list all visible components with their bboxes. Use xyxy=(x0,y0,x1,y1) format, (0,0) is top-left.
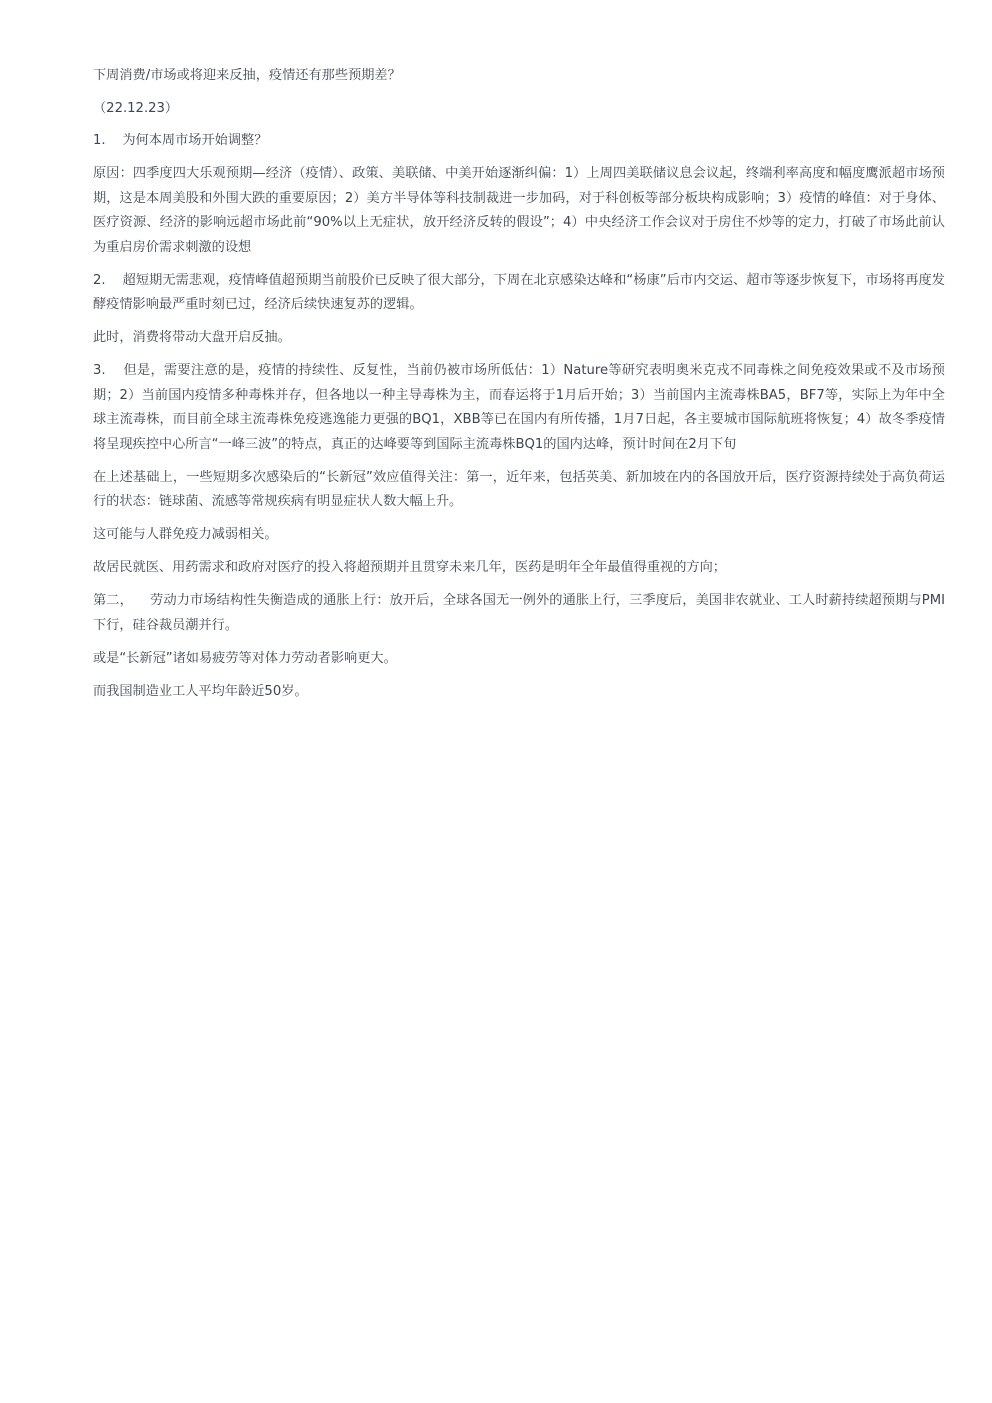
paragraph-5: 3. 但是，需要注意的是，疫情的持续性、反复性，当前仍被市场所低估：1）Nature等研究表明奥米克戎不同毒株之间免疫效果或不及市场预期；2）当前国内疫情多种毒株并存，但各地以一种主导毒株为主，而春运将于1月后开始；3）当前国内主流毒株BA5，BF7等，实际上为年中全球主流毒株，而目前全球主流毒株免疫逃逸能力更强的BQ1，XBB等已在国内有所传播，1月7日起，各主要城市国际航班将恢复；4）故冬季疫情将呈现疾控中心所言“一峰三波”的特点，真正的达峰要等到国际主流毒株BQ1的国内达峰，预计时间在2月下旬 xyxy=(93,363,945,452)
document-title: 下周消费/市场或将迎来反抽，疫情还有那些预期差？ xyxy=(93,68,401,83)
document-date: （22.12.23） xyxy=(93,100,179,116)
document-page xyxy=(93,64,945,713)
paragraph-6: 在上述基础上，一些短期多次感染后的“长新冠”效应值得关注：第一，近年来，包括英美、新加坡在内的各国放开后，医疗资源持续处于高负荷运行的状态：链球菌、流感等常规疾病有明显症状人数大幅上升。 xyxy=(93,469,945,509)
paragraph-9: 第二， 劳动力市场结构性失衡造成的通胀上行：放开后，全球各国无一例外的通胀上行，三季度后，美国非农就业、工人时薪持续超预期与PMI下行，硅谷裁员潮并行。 xyxy=(93,593,945,633)
paragraph-4: 此时，消费将带动大盘开启反抽。 xyxy=(93,330,291,345)
paragraph-2: 原因：四季度四大乐观预期—经济（疫情）、政策、美联储、中美开始逐渐纠偏：1）上周四美联储议息会议起，终端利率高度和幅度鹰派超市场预期，这是本周美股和外围大跌的重要原因；2）美方半导体等科技制裁进一步加码，对于科创板等部分板块构成影响；3）疫情的峰值：对于身体、医疗资源、经济的影响远超市场此前“90%以上无症状，放开经济反转的假设”；4）中央经济工作会议对于房住不炒等的定力，打破了市场此前认为重启房价需求刺激的设想 xyxy=(93,166,945,255)
paragraph-1: 1. 为何本周市场开始调整？ xyxy=(93,133,268,148)
paragraph-7: 这可能与人群免疫力减弱相关。 xyxy=(93,527,278,542)
paragraph-11: 而我国制造业工人平均年龄近50岁。 xyxy=(93,683,308,699)
paragraph-3: 2. 超短期无需悲观，疫情峰值超预期当前股价已反映了很大部分，下周在北京感染达峰和“杨康”后市内交运、超市等逐步恢复下，市场将再度发酵疫情影响最严重时刻已过，经济后续快速复苏的逻辑。 xyxy=(93,272,945,312)
paragraph-8: 故居民就医、用药需求和政府对医疗的投入将超预期并且贯穿未来几年，医药是明年全年最值得重视的方向； xyxy=(93,560,726,575)
paragraph-10: 或是“长新冠”诸如易疲劳等对体力劳动者影响更大。 xyxy=(93,650,397,666)
